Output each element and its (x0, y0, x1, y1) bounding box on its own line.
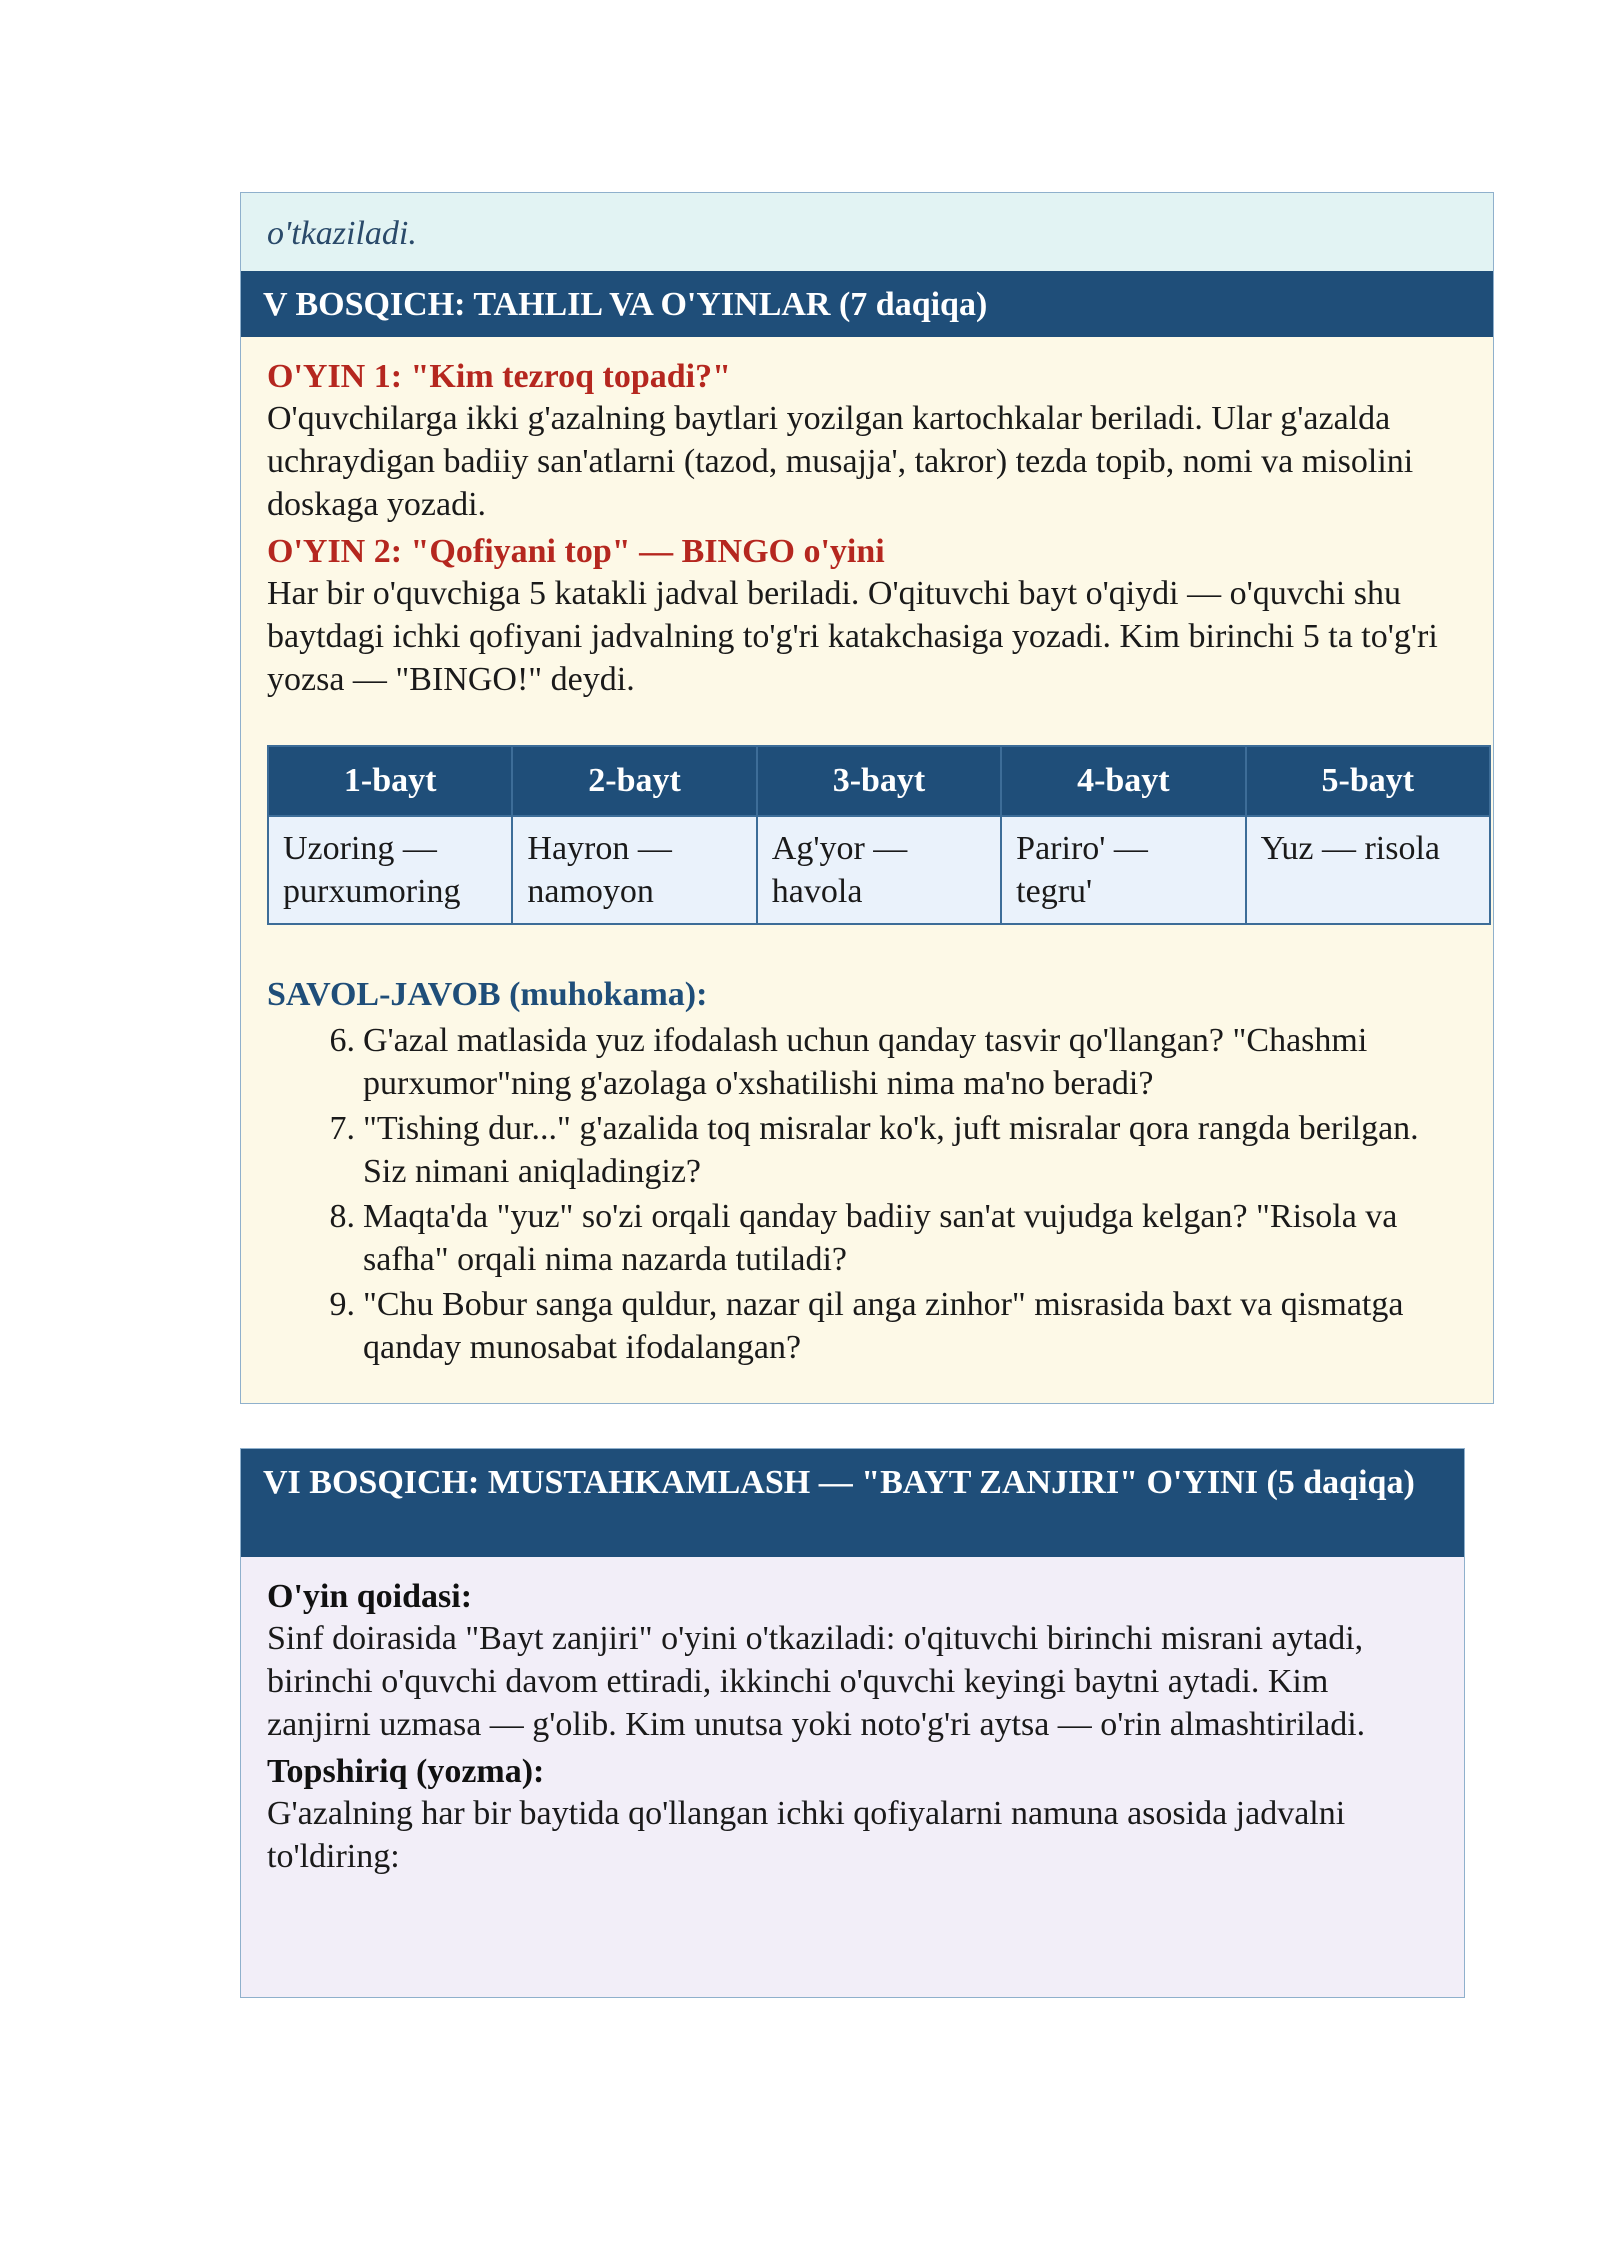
rule-heading: O'yin qoidasi: (267, 1578, 473, 1615)
question-text: "Chu Bobur sanga quldur, nazar qil anga zinhor" misrasida baxt va qismatga qanday munosabat ifodalangan? (363, 1286, 1404, 1366)
game-1-title: O'YIN 1: "Kim tezroq topadi?" (267, 358, 731, 395)
rule-text: Sinf doirasida "Bayt zanjiri" o'yini o'tkaziladi: o'qituvchi birinchi misrani aytadi, birinchi o'quvchi davom ettiradi, ikkinchi o'quvchi keyingi baytni aytadi. Kim zanjirni uzmasa — g'olib. Kim unutsa yoki noto'g'ri aytsa — o'rin almashtiriladi. (267, 1620, 1366, 1743)
bingo-cell: Ag'yor — havola (757, 816, 1001, 924)
list-item (267, 1283, 1467, 1369)
task-text: G'azalning har bir baytida qo'llangan ichki qofiyalarni namuna asosida jadvalni to'ldiring: (267, 1795, 1346, 1875)
bingo-cell: Pariro' — tegru' (1001, 816, 1245, 924)
qa-heading: SAVOL-JAVOB (muhokama): (267, 976, 708, 1013)
bingo-header-cell: 5-bayt (1246, 746, 1490, 816)
list-item (267, 1107, 1467, 1193)
question-number: 9. (329, 1286, 355, 1323)
bingo-table (267, 745, 1491, 925)
list-item (267, 1019, 1467, 1105)
bingo-header-row (268, 746, 1490, 816)
bingo-cell: Yuz — risola (1246, 816, 1490, 924)
question-number: 8. (329, 1198, 355, 1235)
bingo-cell: Uzoring — purxumoring (268, 816, 512, 924)
stage-5-box (240, 192, 1494, 1404)
question-number: 6. (329, 1022, 355, 1059)
game-2-title: O'YIN 2: "Qofiyani top" — BINGO o'yini (267, 533, 885, 570)
stage-5-header: V BOSQICH: TAHLIL VA O'YINLAR (7 daqiqa) (241, 271, 1493, 337)
game-1-text: O'quvchilarga ikki g'azalning baytlari yozilgan kartochkalar beriladi. Ular g'azalda uchraydigan badiiy san'atlarni (tazod, musajja', takror) tezda topib, nomi va misolini doskaga yozadi. (267, 400, 1414, 523)
bingo-header-cell: 2-bayt (512, 746, 756, 816)
question-list (267, 1019, 1467, 1369)
question-number: 7. (329, 1110, 355, 1147)
list-item (267, 1195, 1467, 1281)
task-heading: Topshiriq (yozma): (267, 1753, 545, 1790)
bingo-header-cell: 1-bayt (268, 746, 512, 816)
stage-6-content (241, 1557, 1464, 1878)
table-row (268, 816, 1490, 924)
question-text: G'azal matlasida yuz ifodalash uchun qanday tasvir qo'llangan? "Chashmi purxumor"ning g'azolaga o'xshatilishi nima ma'no beradi? (363, 1022, 1368, 1102)
stage-5-content (241, 337, 1493, 1369)
continued-text: o'tkaziladi. (241, 193, 1493, 271)
stage-6-box (240, 1448, 1465, 1998)
bingo-header-cell: 4-bayt (1001, 746, 1245, 816)
question-text: "Tishing dur..." g'azalida toq misralar ko'k, juft misralar qora rangda berilgan. Siz nimani aniqladingiz? (363, 1110, 1419, 1190)
stage-6-header: VI BOSQICH: MUSTAHKAMLASH — "BAYT ZANJIRI" O'YINI (5 daqiqa) (241, 1449, 1464, 1557)
bingo-header-cell: 3-bayt (757, 746, 1001, 816)
question-text: Maqta'da "yuz" so'zi orqali qanday badiiy san'at vujudga kelgan? "Risola va safha" orqali nima nazarda tutiladi? (363, 1198, 1398, 1278)
game-2-text: Har bir o'quvchiga 5 katakli jadval beriladi. O'qituvchi bayt o'qiydi — o'quvchi shu baytdagi ichki qofiyani jadvalning to'g'ri katakchasiga yozadi. Kim birinchi 5 ta to'g'ri yozsa — "BINGO!" deydi. (267, 575, 1438, 698)
bingo-cell: Hayron — namoyon (512, 816, 756, 924)
